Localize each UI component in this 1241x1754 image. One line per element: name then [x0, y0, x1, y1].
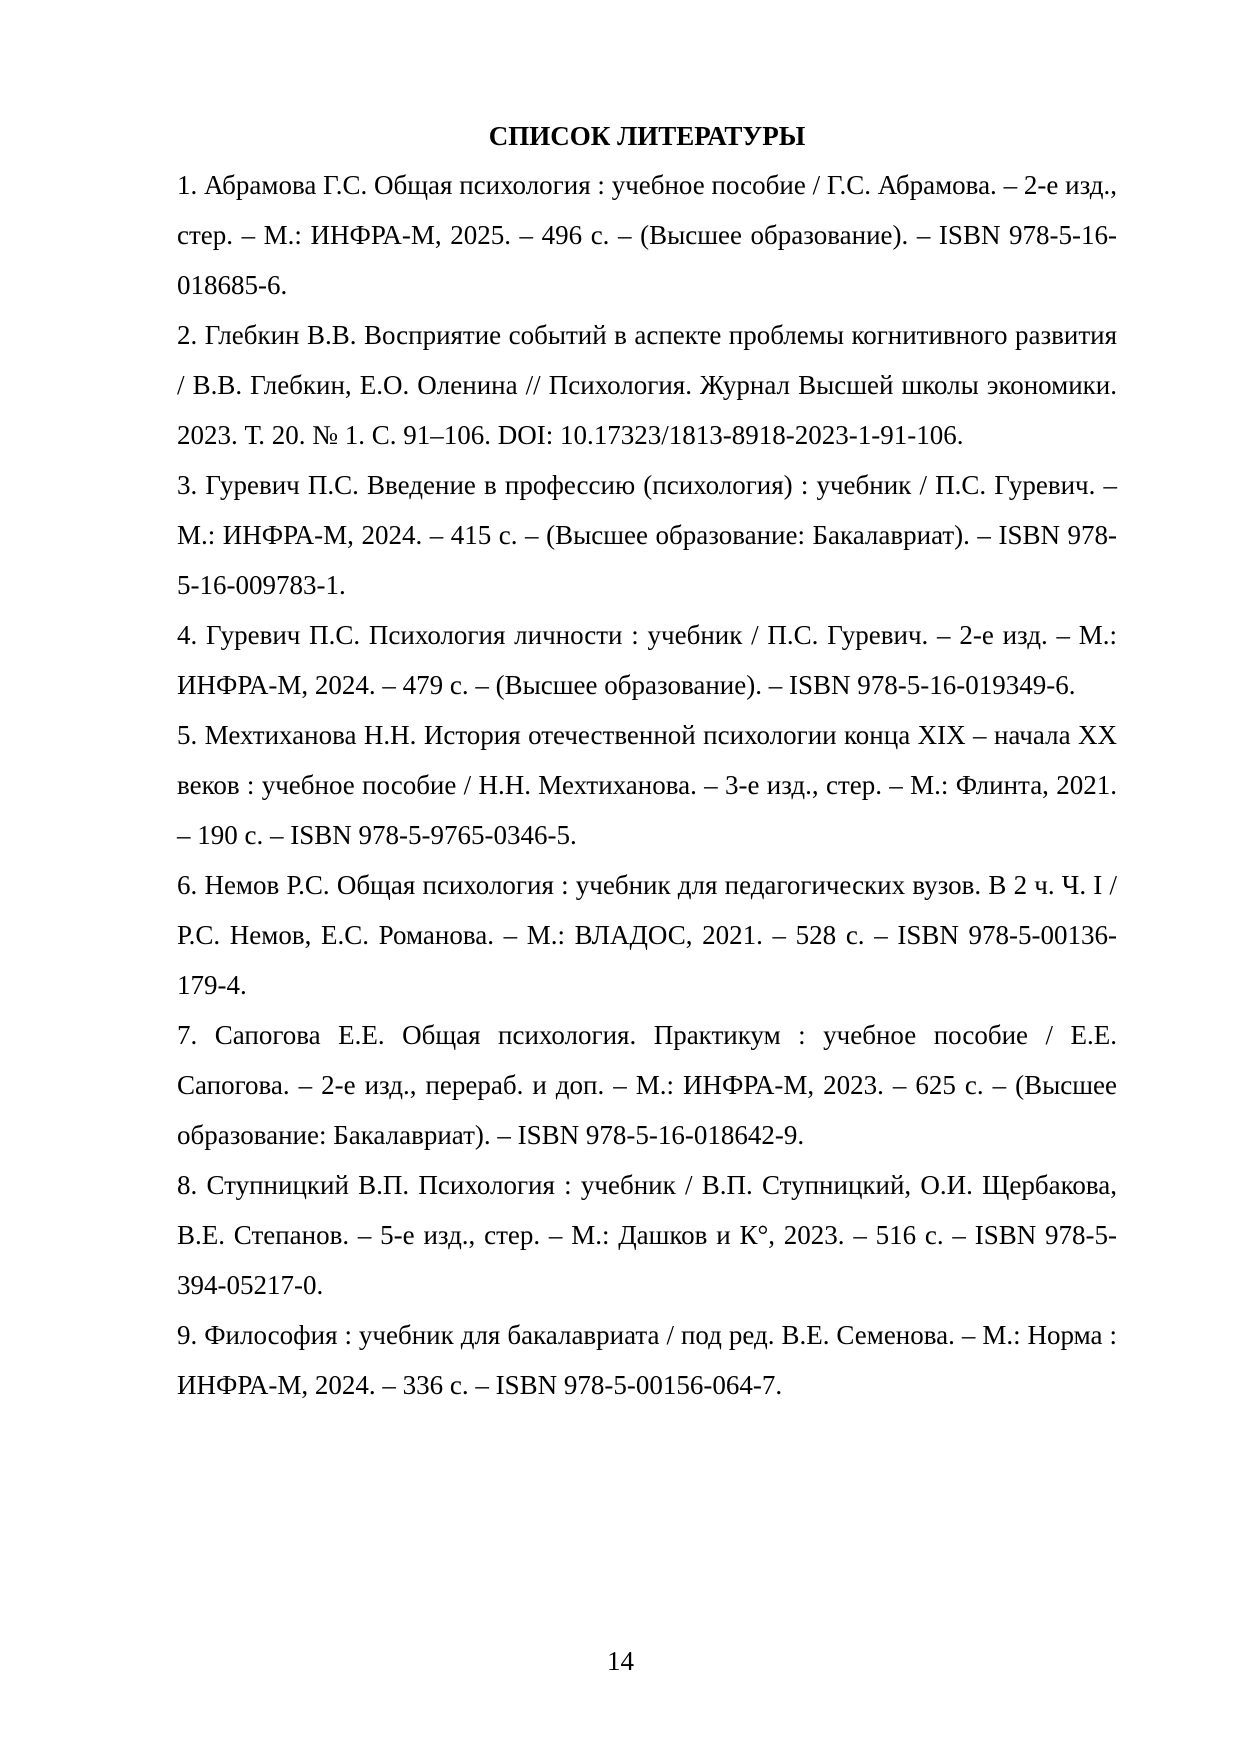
reference-item: 2. Глебкин В.В. Восприятие событий в аспекте проблемы когнитивного развития / В.В. Глебкин, Е.О. Оленина // Психология. Журнал Высшей школы экономики. 2023. Т. 20. № 1. С. 91–106. DOI: 10.17323/1813-8918-2023-1-91-106. [177, 320, 1117, 450]
reference-item: 5. Мехтиханова Н.Н. История отечественной психологии конца XIX – начала XX веков : учебное пособие / Н.Н. Мехтиханова. – 3-е изд., стер. – М.: Флинта, 2021. – 190 с. – ISBN 978-5-9765-0346-5. [177, 720, 1117, 850]
reference-list [177, 160, 1117, 1410]
page-number: 14 [607, 1646, 634, 1676]
page-title: СПИСОК ЛИТЕРАТУРЫ [488, 121, 806, 151]
reference-item: 7. Сапогова Е.Е. Общая психология. Практикум : учебное пособие / Е.Е. Сапогова. – 2-е изд., перераб. и доп. – М.: ИНФРА-М, 2023. – 625 с. – (Высшее образование: Бакалавриат). – ISBN 978-5-16-018642-9. [177, 1020, 1117, 1150]
reference-item: 6. Немов Р.С. Общая психология : учебник для педагогических вузов. В 2 ч. Ч. I / Р.С. Немов, Е.С. Романова. – М.: ВЛАДОС, 2021. – 528 с. – ISBN 978-5-00136-179-4. [177, 870, 1117, 1000]
reference-item: 9. Философия : учебник для бакалавриата / под ред. В.Е. Семенова. – М.: Норма : ИНФРА-М, 2024. – 336 с. – ISBN 978-5-00156-064-7. [177, 1320, 1117, 1400]
page-content [177, 116, 1117, 1410]
reference-item: 4. Гуревич П.С. Психология личности : учебник / П.С. Гуревич. – 2-е изд. – М.: ИНФРА-М, 2024. – 479 с. – (Высшее образование). – ISBN 978-5-16-019349-6. [177, 620, 1117, 700]
reference-item: 3. Гуревич П.С. Введение в профессию (психология) : учебник / П.С. Гуревич. – М.: ИНФРА-М, 2024. – 415 с. – (Высшее образование: Бакалавриат). – ISBN 978-5-16-009783-1. [177, 470, 1117, 600]
reference-item: 1. Абрамова Г.С. Общая психология : учебное пособие / Г.С. Абрамова. – 2-е изд., стер. – М.: ИНФРА-М, 2025. – 496 с. – (Высшее образование). – ISBN 978-5-16-018685-6. [177, 170, 1117, 300]
reference-item: 8. Ступницкий В.П. Психология : учебник / В.П. Ступницкий, О.И. Щербакова, В.Е. Степанов. – 5-е изд., стер. – М.: Дашков и К°, 2023. – 516 с. – ISBN 978-5-394-05217-0. [177, 1170, 1117, 1300]
